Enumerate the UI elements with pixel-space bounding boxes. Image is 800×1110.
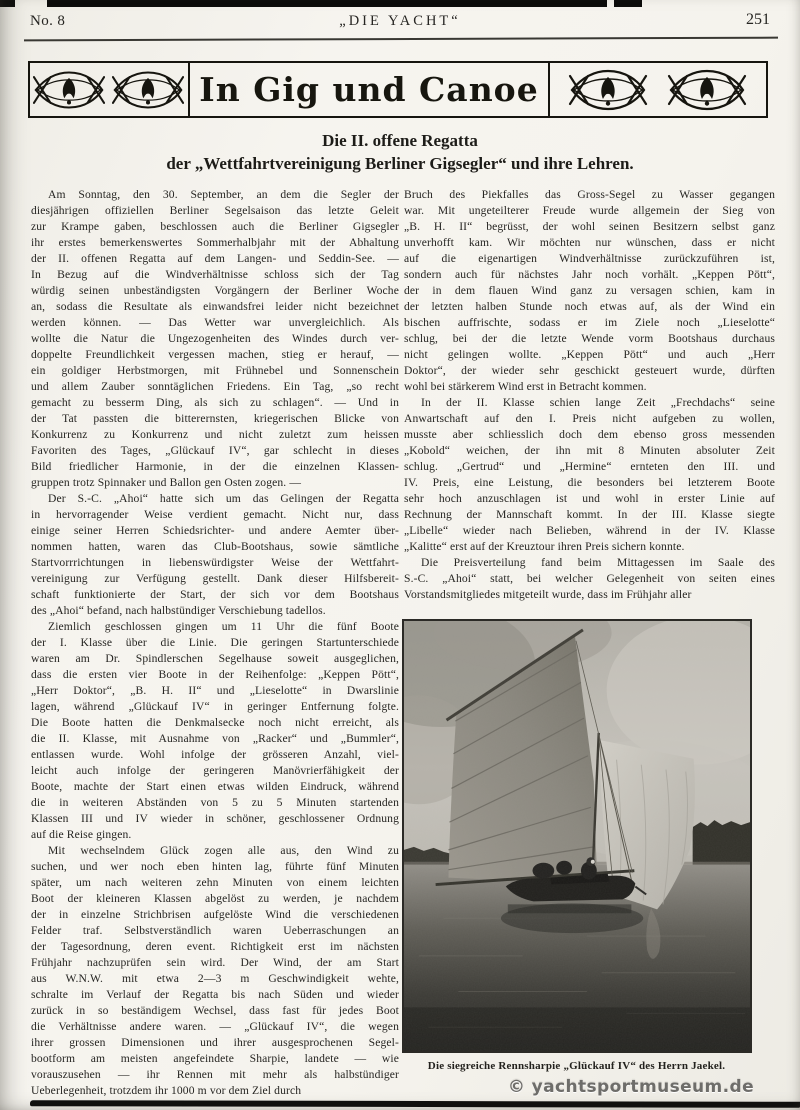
text-line: wollte die Natur die Ungezogenheiten des Windes durch ver- — [31, 332, 399, 345]
text-line: „Kalitte“ erst auf der Kreuztour ihren Preis sichern konnte. — [404, 540, 685, 553]
ornament-panel-right — [548, 63, 766, 116]
text-line: Die Preisverteilung fand beim Mittagessen im Saale des — [421, 556, 775, 569]
text-line: die Verhältnisse andere waren. — „Glückauf IV“, die wegen — [31, 1020, 399, 1033]
text-line: auf die eigenartigen Windverhältnisse zurückzuführen ist, — [404, 252, 775, 265]
text-line: entlassen wurde. Wohl infolge der grösseren Anzahl, viel- — [31, 748, 399, 761]
text-line: der in dem flauen Wind ganz zu versagen schien, kam in — [404, 284, 775, 297]
text-line: lagen, während „Glückauf IV“ in geringer Entfernung folgte. — [31, 700, 399, 713]
text-line: auf die Reise gingen. — [31, 828, 132, 841]
text-line: der II. offenen Regatta auf dem Langen- und Seddin-See. — — [31, 252, 399, 265]
text-line: vereinigung zur Verfügung gestellt. Dank dieser Hilfsbereit- — [31, 572, 399, 585]
text-line: nommen hatten, waren das Club-Bootshaus, sowie sämtliche — [31, 540, 399, 553]
text-line: Bild friedlicher Harmonie, in der die einzelnen Klassen- — [31, 460, 399, 473]
text-line: aus W.N.W. mit etwa 2—3 m Geschwindigkeit wehte, — [31, 972, 399, 985]
text-line: Ueberlegenheit, trotzdem ihr 1000 m vor dem Ziel durch — [31, 1084, 302, 1097]
text-line: Mit wechselndem Glück zogen alle aus, den Wind zu — [48, 844, 399, 857]
text-line: musste aber schliesslich doch dem ebenso gross messenden — [404, 428, 775, 441]
text-line: Klassen III und IV wieder in schöner, geschlossener Ordnung — [31, 812, 399, 825]
text-line: sehr hoch anzuschlagen ist und wohl in erster Linie auf — [404, 492, 775, 505]
sailboat-photo-illustration — [404, 621, 750, 1051]
text-line: Anwartschaft auf den I. Preis nicht aufgeben zu wollen, — [404, 412, 775, 425]
text-line: Boot der kleineren Klassen abgelöst zu werden, je nachdem — [31, 892, 399, 905]
paragraph — [404, 187, 775, 395]
text-line: gruppen trotz Spinnaker und Ballon gen Osten zogen. — — [31, 476, 302, 489]
text-line: unverhofft kam. Wir möchten nur wünschen, dass er nicht — [404, 236, 775, 249]
scan-artifact-bar — [614, 0, 642, 7]
watermark: © yachtsportmuseum.de — [507, 1077, 754, 1097]
text-line: der Tat passten die bitterernsten, kriegerischen Blicke von — [31, 412, 399, 425]
text-line: Ziemlich geschlossen gingen um 11 Uhr die fünf Boote — [48, 620, 399, 633]
text-line: Favoriten des Tages, „Glückauf IV“, gar schlecht in dieses — [31, 444, 399, 457]
text-line: der Tagesordnung, deren event. Richtigkeit erst im nächsten — [31, 940, 399, 953]
text-line: In Bezug auf die Windverhältnisse schloss sich der Tag — [31, 268, 399, 281]
text-line: schlug, bei der die letzte Wende vorm Bootshaus durchaus — [404, 332, 775, 345]
text-line: Die Boote hatten die Denkmalsecke noch nicht erreicht, als — [31, 716, 399, 729]
paragraph — [31, 187, 399, 491]
text-line: vorauszusehen — ihr Rennen mit mehr als halbstündiger — [31, 1068, 399, 1081]
ornament-panel-left — [30, 63, 190, 116]
masthead: „DIE YACHT“ — [339, 13, 461, 29]
text-line: Rechnung der Mannschaft kommt. In der III. Klasse siegte — [404, 508, 775, 521]
text-line: zur Krampe gaben, beschlossen auch die Berliner Gigsegler — [31, 220, 399, 233]
article-headline-line2: der „Wettfahrtvereinigung Berliner Gigsegler“ und ihre Lehren. — [166, 154, 634, 173]
text-line: Der S.-C. „Ahoi“ hatte sich um das Gelingen der Regatta — [48, 492, 399, 505]
text-line: ein goldiger Herbstmorgen, mit Frühnebel und Sonnenschein — [31, 364, 399, 377]
text-line: des „Ahoi“ befand, nach halbstündiger Verschiebung tadellos. — [31, 604, 326, 617]
text-line: zurück in so beständigem Wechsel, dass fast für jedes Boot — [31, 1004, 399, 1017]
sailboat-photograph — [402, 619, 752, 1053]
text-line: werden können. — Das Wetter war unvergleichlich. Als — [31, 316, 399, 329]
text-line: die in weiteren Abständen von 5 zu 5 Minuten startenden — [31, 796, 399, 809]
paragraph — [31, 619, 399, 843]
paragraph — [31, 491, 399, 619]
text-line: Startvorrrichtungen in liebenswürdigster Weise der Wettfahrt- — [31, 556, 399, 569]
text-line: IV. Preis, eine Leistung, die besonders bei letzterem Boote — [404, 476, 775, 489]
text-line: gemacht zu besserm Ding, als sich zu schlagen“. — Und in — [31, 396, 399, 409]
scan-artifact-bar — [30, 1100, 800, 1108]
issue-number: No. 8 — [30, 13, 66, 29]
article-column-right — [404, 187, 775, 603]
text-line: In der II. Klasse schien lange Zeit „Frechdachs“ seine — [421, 396, 775, 409]
text-line: schaft funktionierte der Start, der sich vor dem Bootshaus — [31, 588, 399, 601]
text-line: „Kobold“ weichen, der ihn mit 8 Minuten absoluter Zeit — [404, 444, 775, 457]
paragraph — [404, 395, 775, 555]
section-title-box — [28, 61, 768, 118]
text-line: der in einzelne Strichbrisen aufgelöste Wind die verschiedenen — [31, 908, 399, 921]
text-line: die II. Klasse, mit Ausnahme von „Racker“ und „Bummler“, — [31, 732, 399, 745]
paragraph — [404, 555, 775, 603]
article-column-left — [31, 187, 399, 1099]
text-line: doppelte Freundlichkeit vergessen machen, stieg er herauf, — — [31, 348, 399, 361]
text-line: Felder traf. Selbstverständlich waren Ueberraschungen an — [31, 924, 399, 937]
art-nouveau-ornament-icon — [33, 68, 185, 112]
text-line: dass die ersten vier Boote in der Reihenfolge: „Keppen Pött“, — [31, 668, 399, 681]
text-line: schralte im Verlauf der Regatta bis nach Süden und wieder — [31, 988, 399, 1001]
text-line: Bruch des Piekfalles das Gross-Segel zu Wasser gegangen — [404, 188, 775, 201]
text-line: Doktor“, der wieder sehr geschickt gesteuert wurde, dürften — [404, 364, 775, 377]
photo-caption: Die siegreiche Rennsharpie „Glückauf IV“ des Herrn Jaekel. — [427, 1060, 726, 1072]
text-line: suchen, und wer noch eben hinten lag, führte fünf Minuten — [31, 860, 399, 873]
text-line: Konkurrenz zu Konkurrenz und nicht zuletzt zum heissen — [31, 428, 399, 441]
paragraph — [31, 843, 399, 1099]
art-nouveau-ornament-icon — [560, 68, 756, 112]
text-line: leicht auch infolge der geringeren Manövrierfähigkeit der — [31, 764, 399, 777]
text-line: war. Mit ungeteilterer Freude wurde allgemein der Sieg von — [404, 204, 775, 217]
text-line: Boote, machte der Start einen etwas wilden Eindruck, während — [31, 780, 399, 793]
text-line: in hervorragender Weise verdient gemacht. Nicht nur, dass — [31, 508, 399, 521]
text-line: diesjährigen offiziellen Berliner Segelsaison das letzte Geleit — [31, 204, 399, 217]
scan-artifact-bar — [47, 0, 607, 7]
page-number: 251 — [746, 11, 770, 28]
text-line: Am Sonntag, den 30. September, an dem die Segler der — [48, 188, 399, 201]
text-line: „B. H. II“ begrüsst, der wohl seinen Besitzern selbst ganz — [404, 220, 775, 233]
text-line: bischen auffrischte, sodass er im Ziele noch „Lieselotte“ — [404, 316, 775, 329]
text-line: der I. Klasse über die Linie. Die geringen Startunterschiede — [31, 636, 399, 649]
section-title-area — [190, 63, 548, 116]
text-line: schlug. „Gertrud“ und „Hermine“ ernteten den III. und — [404, 460, 775, 473]
text-line: sondern auch für nächstes Jahr noch vorhält. „Keppen Pött“, — [404, 268, 775, 281]
text-line: einige seiner Herren Schiedsrichter- und andere Aemter über- — [31, 524, 399, 537]
section-title: In Gig und Canoe — [199, 70, 539, 109]
header-rule — [24, 37, 778, 42]
text-line: später, um nach weiteren zehn Minuten von einem leichten — [31, 876, 399, 889]
text-line: ihr erstes bemerkenswertes Sommerhalbjahr mit der Abhaltung — [31, 236, 399, 249]
text-line: waren am Dr. Spindlerschen Segelhause soweit ausgeglichen, — [31, 652, 399, 665]
text-line: nicht gelingen wollte. „Keppen Pött“ und auch „Herr — [404, 348, 775, 361]
text-line: ihrer grossen Dimensionen und ihrer ausgesprochenen Segel- — [31, 1036, 399, 1049]
scan-artifact-bar — [0, 0, 15, 7]
text-line: Frühjahr nachzuprüfen sein wird. Der Wind, der am Start — [31, 956, 399, 969]
text-line: der letzten halben Stunde noch etwas auf, als der Wind ein — [404, 300, 775, 313]
article-headline-line1: Die II. offene Regatta — [322, 131, 478, 150]
text-line: würdig seinen unbeständigsten Vorgängern der Berliner Woche — [31, 284, 399, 297]
text-line: an, sodass die Resultate als einwandsfrei leider nicht bezeichnet — [31, 300, 399, 313]
text-line: „Libelle“ wieder nach Belieben, während in der IV. Klasse — [404, 524, 775, 537]
text-line: und allem Zauber sonntäglichen Friedens. Ein Tag, „so recht — [31, 380, 399, 393]
text-line: „Herr Doktor“, „B. H. II“ und „Lieselotte“ in Dwarslinie — [31, 684, 399, 697]
text-line: wohl bei stärkerem Wind erst in Betracht kommen. — [404, 380, 647, 393]
text-line: Vorstandsmitgliedes mitgeteilt wurde, dass im Frühjahr aller — [404, 588, 692, 601]
text-line: bootform am meisten angefeindete Sharpie, landete — wie — [31, 1052, 399, 1065]
text-line: S.-C. „Ahoi“ statt, bei welcher Gelegenheit von seiten eines — [404, 572, 775, 585]
